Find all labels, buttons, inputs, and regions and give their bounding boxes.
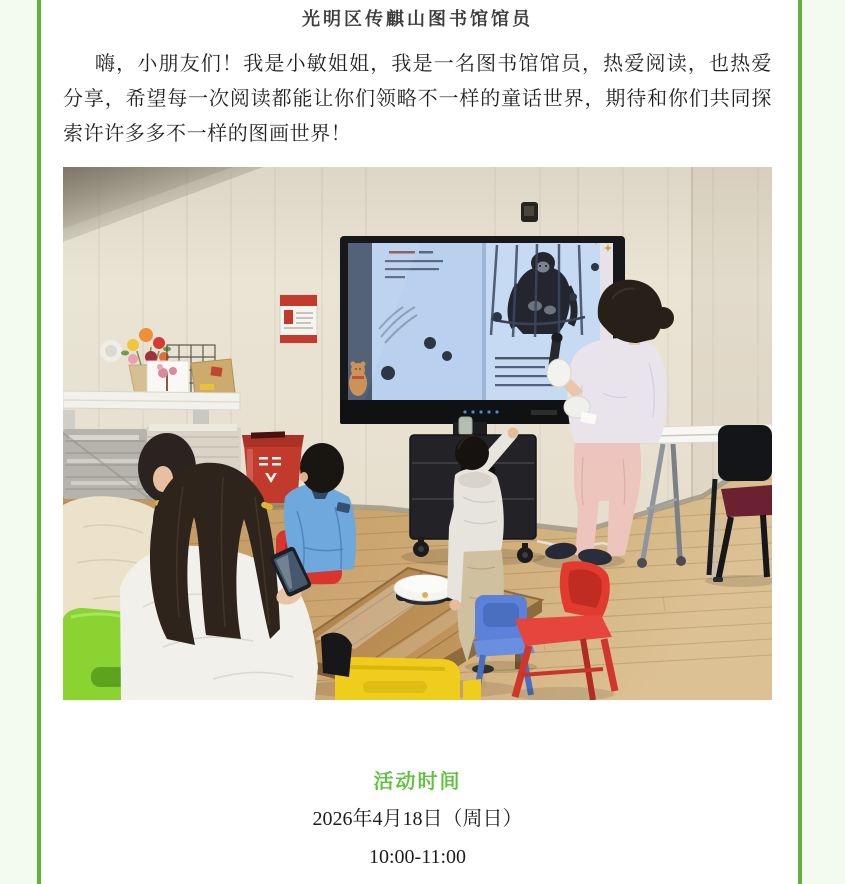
yellow-chair-edge (463, 679, 481, 700)
wall-poster (280, 295, 317, 343)
event-date: 2026年4月18日（周日） (312, 808, 523, 830)
white-glove (547, 359, 571, 387)
activity-photo-illustration (63, 167, 772, 700)
activity-photo (63, 167, 772, 700)
event-time-heading: 活动时间 (373, 771, 462, 793)
tree-card (147, 361, 189, 395)
black-leggings (321, 633, 352, 677)
cardboard-crafts (191, 359, 235, 397)
right-green-border (798, 0, 802, 884)
police-hat (394, 575, 456, 605)
intro-paragraph: 嗨，小朋友们！我是小敏姐姐，我是一名图书馆馆员，热爱阅读，也热爱分享，希望每一次阅读都能让你们领略不一样的童话世界，期待和你们共同探索许许多多不一样的图画世界！ (63, 53, 772, 145)
wall-camera (521, 202, 538, 222)
article-content (41, 0, 798, 884)
child-head (455, 436, 489, 470)
yellow-chair (335, 657, 460, 700)
page-title: 光明区传麒山图书馆馆员 (302, 9, 533, 29)
event-time: 10:00-11:00 (368, 846, 467, 868)
boy-head (300, 443, 344, 493)
